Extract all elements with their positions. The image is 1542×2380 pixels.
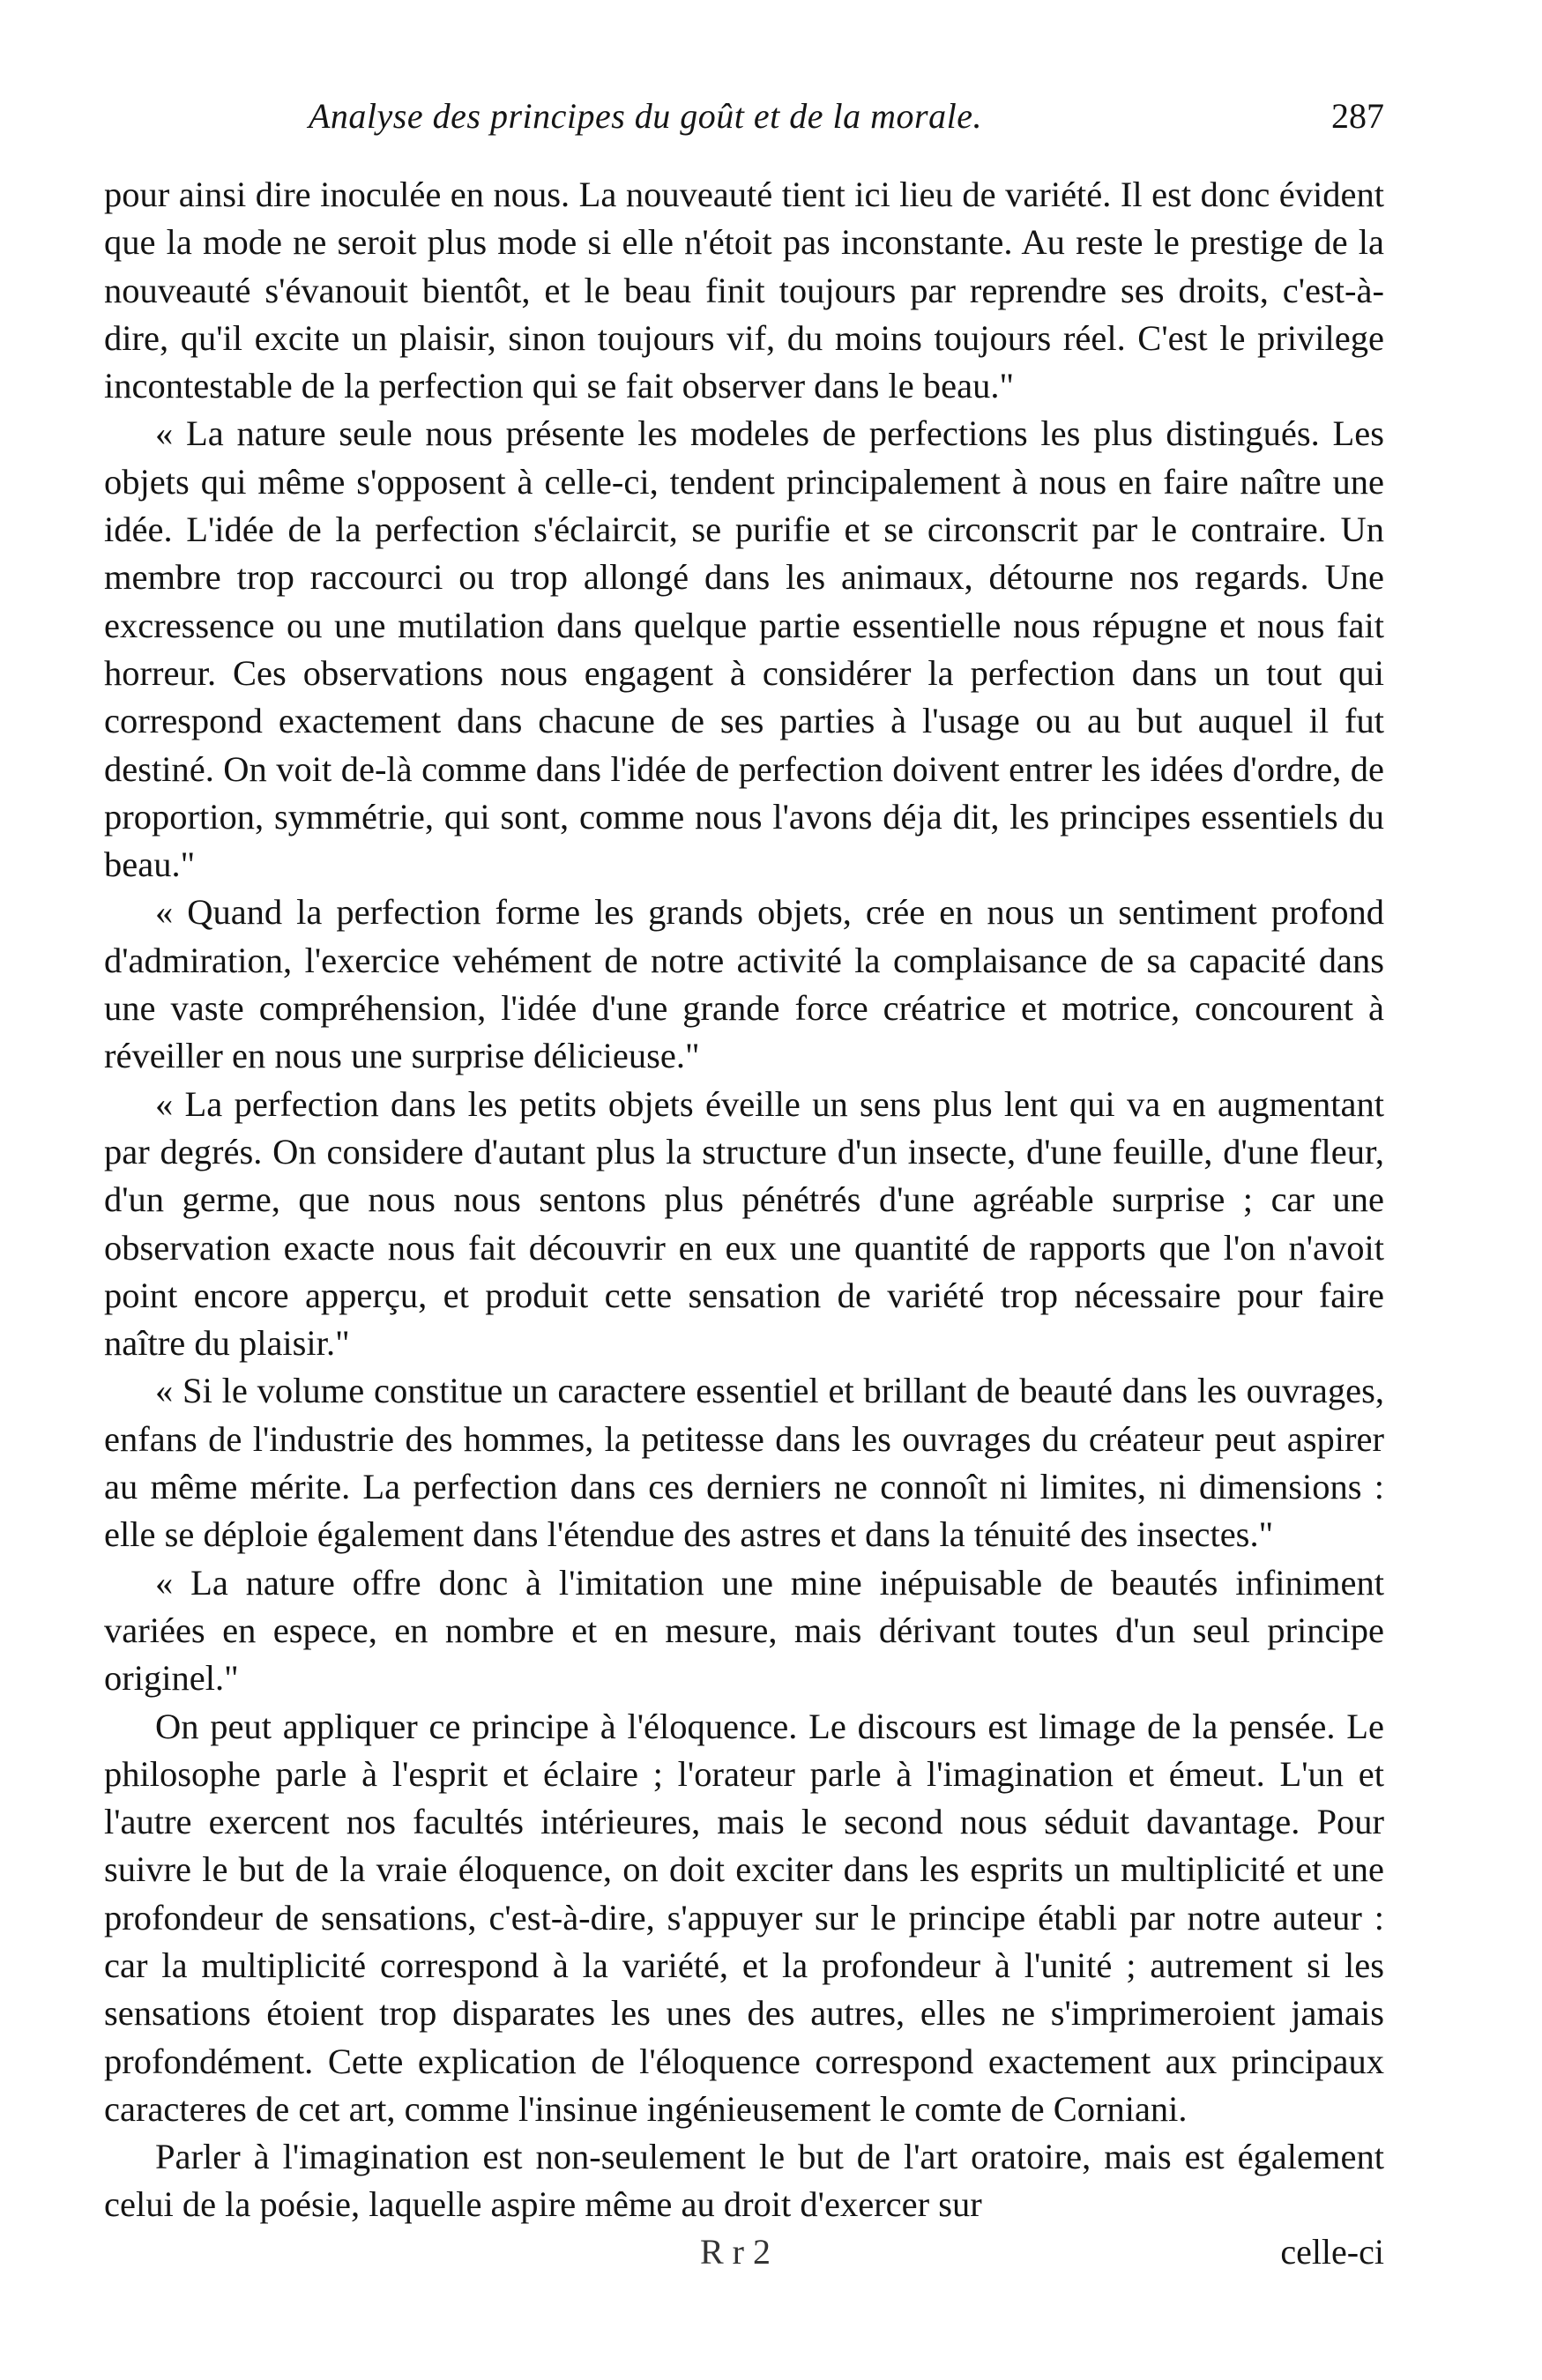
book-page <box>104 88 1384 2354</box>
page-footer <box>104 2231 1384 2284</box>
paragraph: pour ainsi dire inoculée en nous. La nouveauté tient ici lieu de variété. Il est donc évident que la mode ne seroit plus mode si elle n'étoit pas inconstante. Au reste le prestige de la nouveauté s'évanouit bientôt, et le beau finit toujours par reprendre ses droits, c'est-à-dire, qu'il excite un plaisir, sinon toujours vif, du moins toujours réel. C'est le privilege incontestable de la perfection qui se fait observer dans le beau." <box>104 175 1384 406</box>
paragraph: « Quand la perfection forme les grands objets, crée en nous un sentiment profond d'admiration, l'exercice vehément de notre activité la complaisance de sa capacité dans une vaste compréhension, l'idée d'une grande force créatrice et motrice, concourent à réveiller en nous une surprise délicieuse." <box>104 892 1384 1076</box>
paragraph: « La nature seule nous présente les modeles de perfections les plus distingués. Les objets qui même s'opposent à celle-ci, tendent principalement à nous en faire naître une idée. L'idée de la perfection s'éclaircit, se purifie et se circonscrit par le contraire. Un membre trop raccourci ou trop allongé dans les animaux, détourne nos regards. Une excressence ou une mutilation dans quelque partie essentielle nous répugne et nous fait horreur. Ces observations nous engagent à considérer la perfection dans un tout qui correspond exactement dans chacune de ses parties à l'usage ou au but auquel il fut destiné. On voit de-là comme dans l'idée de perfection doivent entrer les idées d'ordre, de proportion, symmétrie, qui sont, comme nous l'avons déja dit, les principes essentiels du beau." <box>104 413 1384 885</box>
page-number: 287 <box>1331 96 1384 136</box>
paragraph: On peut appliquer ce principe à l'éloquence. Le discours est limage de la pensée. Le philosophe parle à l'esprit et éclaire ; l'orateur parle à l'imagination et émeut. L'un et l'autre exercent nos facultés intérieures, mais le second nous séduit davantage. Pour suivre le but de la vraie éloquence, on doit exciter dans les esprits un multiplicité et une profondeur de sensations, c'est-à-dire, s'appuyer sur le principe établi par notre auteur : car la multiplicité correspond à la variété, et la profondeur à l'unité ; autrement si les sensations étoient trop disparates les unes des autres, elles ne s'imprimeroient jamais profondément. Cette explication de l'éloquence correspond exactement aux principaux caracteres de cet art, comme l'insinue ingénieusement le comte de Corniani. <box>104 1706 1384 2129</box>
running-title: Analyse des principes du goût et de la morale. <box>309 96 982 136</box>
paragraph: Parler à l'imagination est non-seulement le but de l'art oratoire, mais est également celui de la poésie, laquelle aspire même au droit d'exercer sur <box>104 2137 1384 2225</box>
paragraph: « La nature offre donc à l'imitation une mine inépuisable de beautés infiniment variées en espece, en nombre et en mesure, mais dérivant toutes d'un seul principe originel." <box>104 1562 1384 1699</box>
paragraph: « Si le volume constitue un caractere essentiel et brillant de beauté dans les ouvrages, enfans de l'industrie des hommes, la petitesse dans les ouvrages du créateur peut aspirer au même mérite. La perfection dans ces derniers ne connoît ni limites, ni dimensions : elle se déploie également dans l'étendue des astres et dans la ténuité des insectes." <box>104 1371 1384 1555</box>
catchword: celle-ci <box>1280 2231 1384 2272</box>
body-text <box>104 171 1384 2229</box>
paragraph: « La perfection dans les petits objets éveille un sens plus lent qui va en augmentant par degrés. On considere d'autant plus la structure d'un insecte, d'une feuille, d'une fleur, d'un germe, que nous nous sentons plus pénétrés d'une agréable surprise ; car une observation exacte nous fait découvrir en eux une quantité de rapports que l'on n'avoit point encore apperçu, et produit cette sensation de variété trop nécessaire pour faire naître du plaisir." <box>104 1083 1384 1364</box>
page-header <box>104 88 1384 153</box>
signature-mark: R r 2 <box>700 2231 771 2272</box>
